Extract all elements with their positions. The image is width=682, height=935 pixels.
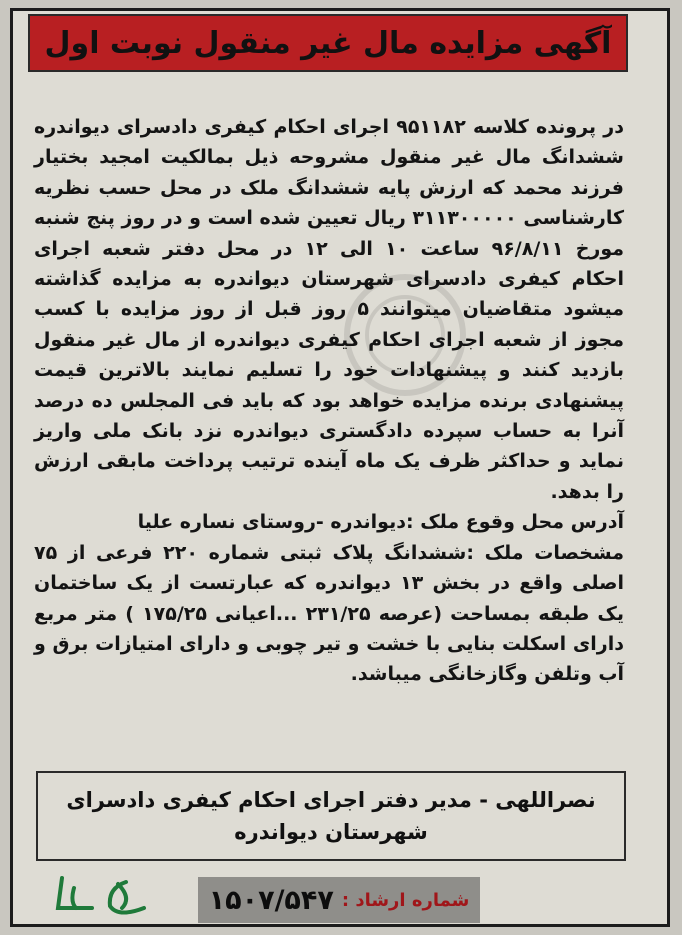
notice-body	[34, 112, 624, 690]
notice-title: آگهی مزایده مال غیر منقول نوبت اول	[44, 25, 612, 61]
notice-paragraph-address: آدرس محل وقوع ملک :دیواندره -روستای نساره علیا	[137, 511, 624, 534]
registration-bar	[198, 877, 480, 923]
handwritten-number-icon	[48, 868, 178, 932]
registration-number: ۱۵۰۷/۵۴۷	[208, 884, 334, 916]
notice-paragraph-property: مشخصات ملک :ششدانگ پلاک ثبتی شماره ۲۲۰ فرعی از ۷۵ اصلی واقع در بخش ۱۳ دیواندره که عبارتست از یک ساختمان یک طبقه بمساحت (عرصه ۲۳۱/۲۵ ...اعیانی ۱۷۵/۲۵ ) متر مربع دارای اسکلت بنایی با خشت و تیر چوبی و دارای امتیازات برق و آب وتلفن وگازخانگی میباشد.	[34, 541, 624, 686]
notice-title-bar	[28, 14, 628, 72]
notice-paragraph-main: در پرونده کلاسه ۹۵۱۱۸۲ اجرای احکام کیفری دادسرای دیواندره ششدانگ مال غیر منقول مشروحه ذیل بمالکیت امجید بختیار فرزند محمد که ارزش پایه ششدانگ ملک در محل حسب نظریه کارشناسی ۳۱۱۳۰۰۰۰۰ ریال تعیین شده است و در روز پنج شنبه مورخ ۹۶/۸/۱۱ ساعت ۱۰ الی ۱۲ در محل دفتر شعبه اجرای احکام کیفری دادسرای شهرستان دیواندره به مزایده گذاشته میشود متقاضیان میتوانند ۵ روز قبل از روز مزایده با کسب مجوز از شعبه اجرای احکام کیفری دیواندره از مال غیر منقول بازدید کنند و پیشنهادات خود را تسلیم نمایند بالاترین قیمت پیشنهادی برنده مزایده خواهد بود که باید فی المجلس ده درصد آنرا به حساب سپرده دادگستری دیواندره نزد بانک ملی واریز نماید و حداکثر ظرف یک ماه آینده ترتیب پرداخت مابقی ارزش را بدهد.	[34, 116, 625, 503]
signature-line-2: شهرستان دیواندره	[234, 820, 428, 844]
signature-box	[36, 771, 626, 861]
registration-label: شماره ارشاد :	[341, 889, 470, 911]
signature-line-1: نصراللهی - مدیر دفتر اجرای احکام کیفری دادسرای	[66, 788, 596, 812]
